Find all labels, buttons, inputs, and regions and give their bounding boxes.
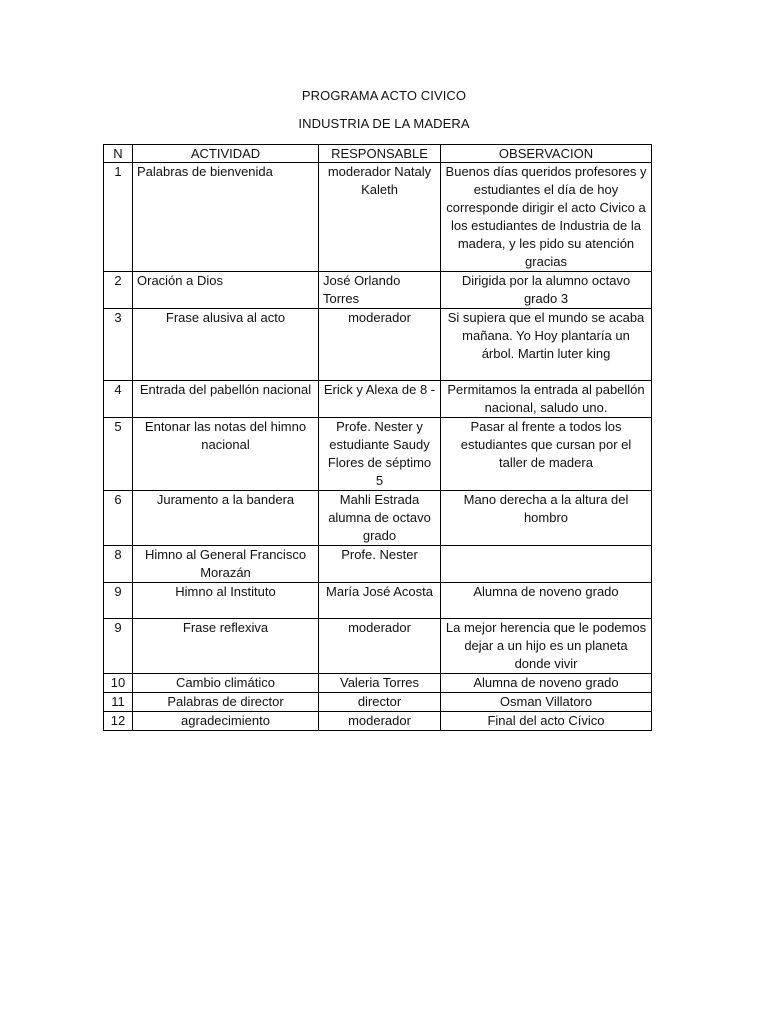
row-actividad: Entonar las notas del himno nacional (133, 418, 319, 491)
header-row (104, 145, 652, 163)
row-observacion (441, 546, 652, 583)
document-title: PROGRAMA ACTO CIVICO (301, 88, 467, 103)
row-number: 4 (104, 381, 133, 418)
row-actividad: Cambio climático (133, 674, 319, 693)
row-actividad: Palabras de bienvenida (133, 163, 319, 272)
table-row (104, 583, 652, 619)
table-body (104, 163, 652, 731)
table-row (104, 693, 652, 712)
row-observacion: Mano derecha a la altura del hombro (441, 491, 652, 546)
row-number: 5 (104, 418, 133, 491)
row-number: 10 (104, 674, 133, 693)
table-row (104, 418, 652, 491)
row-observacion: Si supiera que el mundo se acaba mañana. Yo Hoy plantaría un árbol. Martin luter king (441, 309, 652, 381)
row-number: 11 (104, 693, 133, 712)
table-row (104, 712, 652, 731)
row-responsable: moderador (319, 309, 441, 381)
row-responsable: María José Acosta (319, 583, 441, 619)
header-responsable: RESPONSABLE (319, 145, 441, 163)
row-observacion: Dirigida por la alumno octavo grado 3 (441, 272, 652, 309)
row-observacion: Alumna de noveno grado (441, 674, 652, 693)
document-subtitle: INDUSTRIA DE LA MADERA (298, 116, 470, 131)
row-responsable: Mahli Estrada alumna de octavo grado (319, 491, 441, 546)
row-actividad: agradecimiento (133, 712, 319, 731)
row-number: 8 (104, 546, 133, 583)
row-number: 6 (104, 491, 133, 546)
table-row (104, 674, 652, 693)
row-actividad: Palabras de director (133, 693, 319, 712)
row-observacion: Alumna de noveno grado (441, 583, 652, 619)
row-number: 1 (104, 163, 133, 272)
row-actividad: Juramento a la bandera (133, 491, 319, 546)
table-row (104, 272, 652, 309)
table-row (104, 309, 652, 381)
table-row (104, 619, 652, 674)
row-number: 3 (104, 309, 133, 381)
row-actividad: Himno al General Francisco Morazán (133, 546, 319, 583)
row-responsable: moderador Nataly Kaleth (319, 163, 441, 272)
table-row (104, 163, 652, 272)
row-responsable: Profe. Nester y estudiante Saudy Flores de séptimo 5 (319, 418, 441, 491)
row-observacion: Permitamos la entrada al pabellón nacional, saludo uno. (441, 381, 652, 418)
row-responsable: moderador (319, 712, 441, 731)
row-observacion: Pasar al frente a todos los estudiantes que cursan por el taller de madera (441, 418, 652, 491)
row-responsable: Valeria Torres (319, 674, 441, 693)
row-actividad: Oración a Dios (133, 272, 319, 309)
header-observacion: OBSERVACION (441, 145, 652, 163)
row-responsable: moderador (319, 619, 441, 674)
table-row (104, 546, 652, 583)
row-number: 12 (104, 712, 133, 731)
row-actividad: Frase alusiva al acto (133, 309, 319, 381)
row-observacion: La mejor herencia que le podemos dejar a un hijo es un planeta donde vivir (441, 619, 652, 674)
row-number: 9 (104, 619, 133, 674)
program-table (103, 144, 652, 731)
row-number: 2 (104, 272, 133, 309)
row-observacion: Osman Villatoro (441, 693, 652, 712)
row-number: 9 (104, 583, 133, 619)
row-actividad: Himno al Instituto (133, 583, 319, 619)
header-n: N (104, 145, 133, 163)
row-responsable: Erick y Alexa de 8 - (319, 381, 441, 418)
row-observacion: Final del acto Cívico (441, 712, 652, 731)
row-responsable: director (319, 693, 441, 712)
table-row (104, 491, 652, 546)
table-header (104, 145, 652, 163)
row-responsable: Profe. Nester (319, 546, 441, 583)
row-actividad: Frase reflexiva (133, 619, 319, 674)
header-actividad: ACTIVIDAD (133, 145, 319, 163)
row-observacion: Buenos días queridos profesores y estudiantes el día de hoy corresponde dirigir el acto Civico a los estudiantes de Industria de la madera, y les pido su atención gracias (441, 163, 652, 272)
row-actividad: Entrada del pabellón nacional (133, 381, 319, 418)
table-row (104, 381, 652, 418)
row-responsable: José Orlando Torres (319, 272, 441, 309)
